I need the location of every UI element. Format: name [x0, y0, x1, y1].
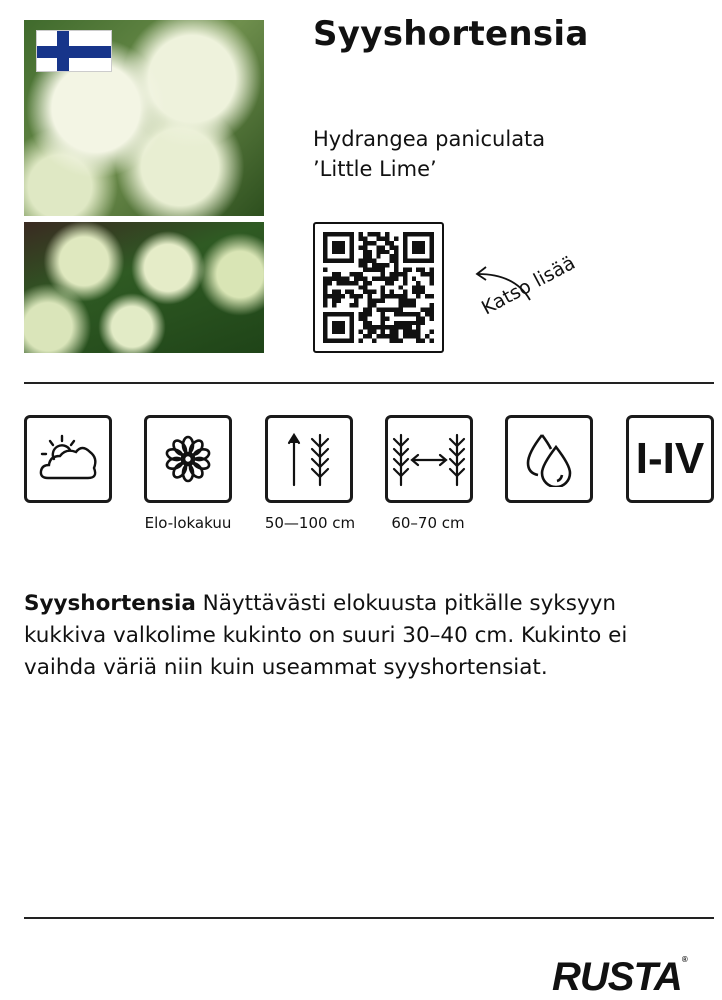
qr-code[interactable]	[313, 222, 444, 353]
rusta-logo	[552, 955, 687, 1000]
brand-name: RUSTA	[552, 955, 682, 999]
brand-mark: ®	[681, 955, 687, 964]
height-caption: 50—100 cm	[264, 514, 356, 532]
divider-bottom	[24, 917, 714, 919]
description	[24, 588, 704, 684]
height-icon	[265, 415, 353, 503]
hardiness-zone-icon: I-IV	[626, 415, 714, 503]
description-text: Näyttävästi elokuusta pitkälle syksyyn kukkiva valkolime kukinto on suuri 30–40 cm. Kukinto ei vaihda väriä niin kuin useammat syyshortensiat.	[24, 591, 628, 680]
qr-caption: Katso lisää	[478, 251, 579, 320]
sun-partial-shade-icon	[24, 415, 112, 503]
latin-species: Hydrangea paniculata	[313, 127, 546, 151]
flower-icon	[144, 415, 232, 503]
plant-photo-garden	[24, 222, 264, 353]
spacing-caption: 60–70 cm	[391, 514, 465, 532]
finland-flag-icon	[36, 30, 112, 72]
product-title: Syyshortensia	[313, 14, 589, 54]
water-drops-icon	[505, 415, 593, 503]
divider-top	[24, 382, 714, 384]
bloom-period-caption: Elo-lokakuu	[144, 514, 232, 532]
latin-cultivar: ’Little Lime’	[313, 157, 437, 181]
spacing-icon	[385, 415, 473, 503]
description-lead: Syyshortensia	[24, 591, 196, 616]
latin-name	[313, 124, 545, 184]
